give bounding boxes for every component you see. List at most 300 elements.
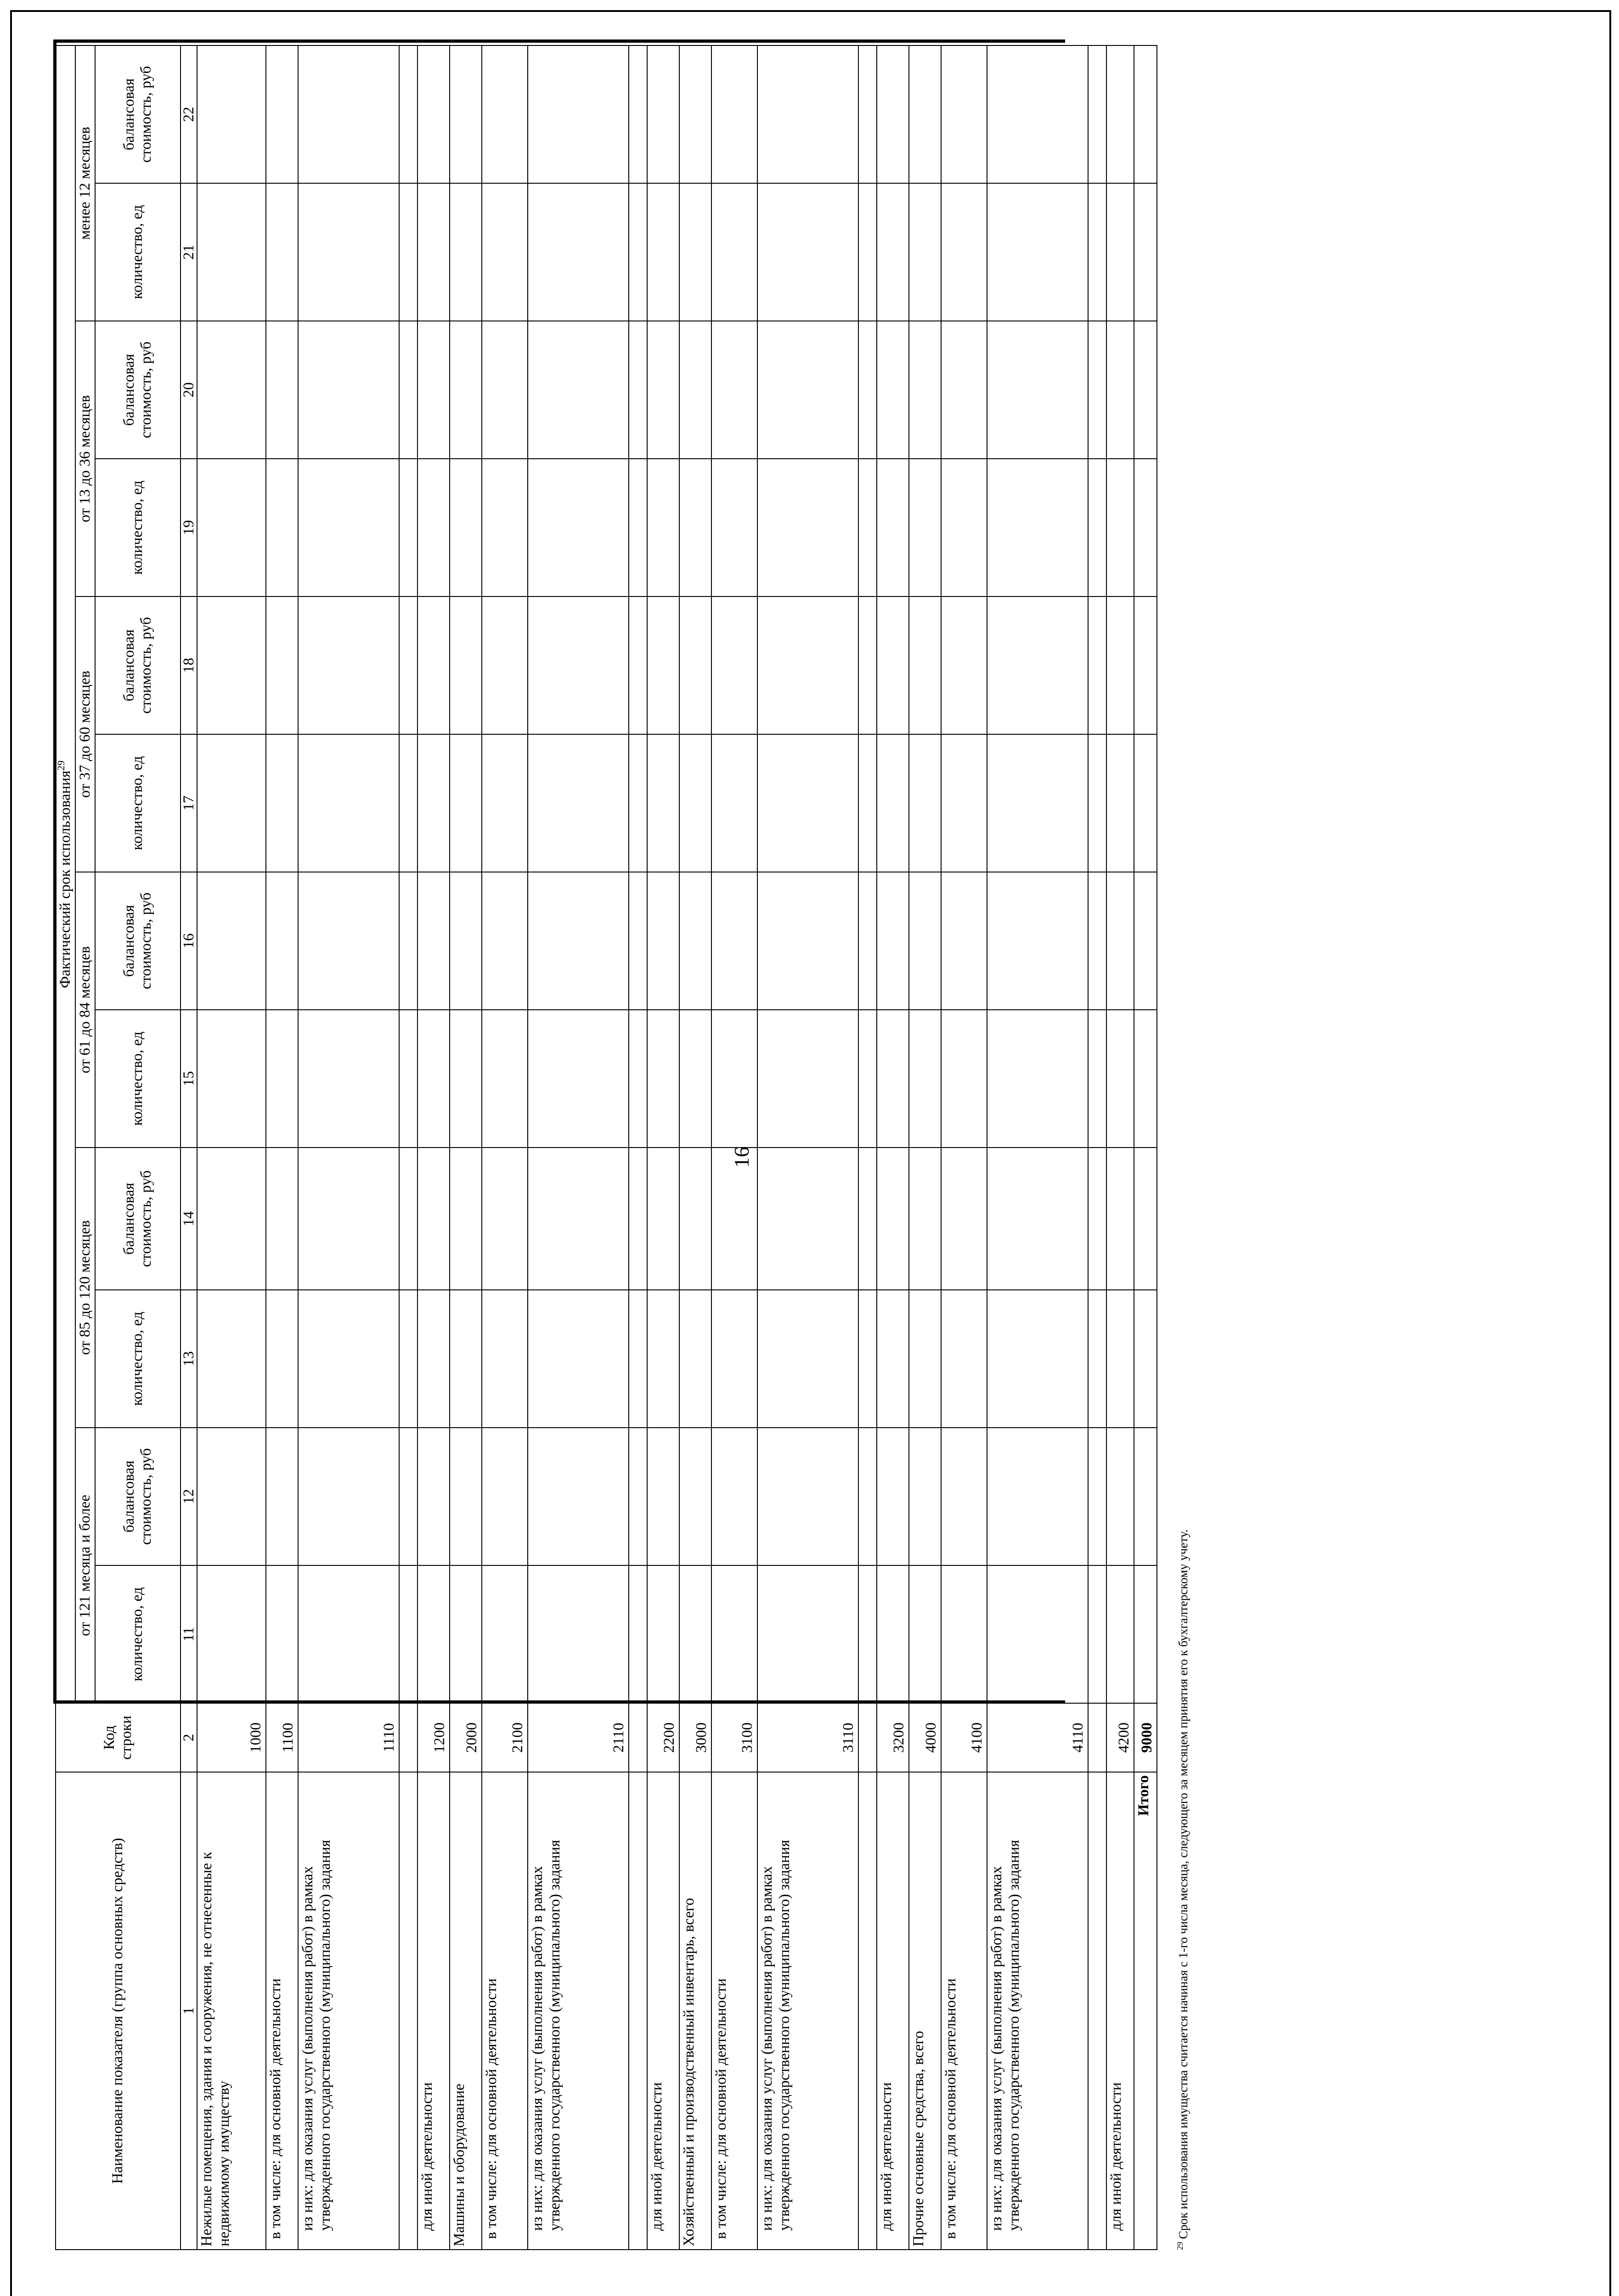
period-header: от 37 до 60 месяцев — [75, 597, 95, 872]
value-cell[interactable] — [450, 45, 482, 183]
value-cell[interactable] — [679, 1565, 711, 1703]
total-value-cell[interactable] — [1134, 872, 1157, 1010]
value-cell[interactable] — [1106, 1010, 1134, 1148]
row-code: 3100 — [711, 1703, 757, 1772]
value-cell[interactable] — [629, 1148, 647, 1290]
value-cell[interactable] — [647, 1148, 679, 1290]
value-cell[interactable] — [877, 1010, 909, 1148]
value-cell[interactable] — [1106, 734, 1134, 872]
value-cell[interactable] — [909, 1010, 941, 1148]
value-cell[interactable] — [909, 734, 941, 872]
table-row — [399, 45, 417, 2250]
value-cell[interactable] — [987, 1148, 1088, 1290]
table-row — [1088, 45, 1106, 2250]
value-cell[interactable] — [858, 183, 877, 321]
value-cell[interactable] — [1088, 459, 1106, 597]
value-cell[interactable] — [399, 459, 417, 597]
value-cell[interactable] — [647, 183, 679, 321]
table-row — [197, 45, 266, 2250]
value-cell[interactable] — [528, 1565, 629, 1703]
value-cell[interactable] — [877, 1290, 909, 1428]
value-cell[interactable] — [858, 1565, 877, 1703]
value-subheader: балансовая стоимость, руб — [95, 45, 181, 183]
value-cell[interactable] — [1106, 872, 1134, 1010]
period-header: от 61 до 84 месяцев — [75, 872, 95, 1148]
value-cell[interactable] — [711, 1428, 757, 1565]
value-cell[interactable] — [757, 45, 858, 183]
value-cell[interactable] — [941, 1428, 987, 1565]
value-cell[interactable] — [298, 321, 399, 459]
value-cell[interactable] — [266, 597, 298, 734]
value-cell[interactable] — [482, 183, 528, 321]
value-cell[interactable] — [450, 734, 482, 872]
value-cell[interactable] — [1106, 321, 1134, 459]
value-cell[interactable] — [298, 183, 399, 321]
value-cell[interactable] — [647, 1010, 679, 1148]
value-cell[interactable] — [711, 1010, 757, 1148]
value-cell[interactable] — [629, 459, 647, 597]
row-code: 3200 — [877, 1703, 909, 1772]
total-value-cell[interactable] — [1134, 597, 1157, 734]
row-name — [858, 1772, 877, 2250]
value-cell[interactable] — [987, 321, 1088, 459]
value-cell[interactable] — [877, 183, 909, 321]
value-cell[interactable] — [987, 45, 1088, 183]
value-cell[interactable] — [757, 734, 858, 872]
value-cell[interactable] — [941, 734, 987, 872]
row-code: 4110 — [987, 1703, 1088, 1772]
value-cell[interactable] — [528, 597, 629, 734]
row-name: в том числе: для основной деятельности — [266, 1772, 298, 2250]
value-cell[interactable] — [941, 321, 987, 459]
value-cell[interactable] — [679, 1428, 711, 1565]
value-cell[interactable] — [197, 597, 266, 734]
value-cell[interactable] — [629, 1010, 647, 1148]
value-cell[interactable] — [1088, 1148, 1106, 1290]
value-cell[interactable] — [197, 1565, 266, 1703]
total-value-cell[interactable] — [1134, 1148, 1157, 1290]
value-cell[interactable] — [877, 1565, 909, 1703]
value-cell[interactable] — [629, 321, 647, 459]
value-cell[interactable] — [266, 459, 298, 597]
value-cell[interactable] — [1088, 597, 1106, 734]
total-value-cell[interactable] — [1134, 1428, 1157, 1565]
value-cell[interactable] — [482, 1290, 528, 1428]
value-cell[interactable] — [629, 1565, 647, 1703]
table-row — [877, 45, 909, 2250]
value-cell[interactable] — [1106, 459, 1134, 597]
value-cell[interactable] — [1088, 1290, 1106, 1428]
value-cell[interactable] — [197, 1290, 266, 1428]
value-cell[interactable] — [647, 321, 679, 459]
value-cell[interactable] — [266, 1428, 298, 1565]
value-cell[interactable] — [197, 1428, 266, 1565]
value-cell[interactable] — [450, 459, 482, 597]
value-cell[interactable] — [858, 872, 877, 1010]
value-subheader: балансовая стоимость, руб — [95, 321, 181, 459]
value-cell[interactable] — [266, 1010, 298, 1148]
value-cell[interactable] — [679, 1290, 711, 1428]
value-cell[interactable] — [987, 459, 1088, 597]
total-value-cell[interactable] — [1134, 1565, 1157, 1703]
value-cell[interactable] — [941, 183, 987, 321]
value-cell[interactable] — [711, 459, 757, 597]
total-value-cell[interactable] — [1134, 183, 1157, 321]
value-cell[interactable] — [679, 459, 711, 597]
value-cell[interactable] — [482, 734, 528, 872]
value-cell[interactable] — [679, 1148, 711, 1290]
value-cell[interactable] — [858, 1290, 877, 1428]
value-cell[interactable] — [941, 872, 987, 1010]
value-cell[interactable] — [298, 1565, 399, 1703]
value-cell[interactable] — [679, 734, 711, 872]
value-cell[interactable] — [647, 1290, 679, 1428]
total-value-cell[interactable] — [1134, 1010, 1157, 1148]
value-cell[interactable] — [450, 872, 482, 1010]
value-cell[interactable] — [298, 1148, 399, 1290]
row-code — [858, 1703, 877, 1772]
value-cell[interactable] — [298, 1428, 399, 1565]
value-cell[interactable] — [528, 734, 629, 872]
total-value-cell[interactable] — [1134, 45, 1157, 183]
row-name: для иной деятельности — [647, 1772, 679, 2250]
value-cell[interactable] — [197, 1148, 266, 1290]
value-cell[interactable] — [399, 734, 417, 872]
value-cell[interactable] — [941, 1565, 987, 1703]
value-cell[interactable] — [647, 872, 679, 1010]
value-cell[interactable] — [450, 1010, 482, 1148]
value-cell[interactable] — [266, 321, 298, 459]
value-cell[interactable] — [711, 597, 757, 734]
value-cell[interactable] — [629, 872, 647, 1010]
value-cell[interactable] — [757, 597, 858, 734]
value-cell[interactable] — [858, 597, 877, 734]
value-cell[interactable] — [909, 1428, 941, 1565]
value-cell[interactable] — [941, 1290, 987, 1428]
total-code: 9000 — [1134, 1703, 1157, 1772]
qty-subheader: количество, ед — [95, 734, 181, 872]
value-cell[interactable] — [417, 45, 450, 183]
value-cell[interactable] — [629, 1290, 647, 1428]
row-code — [629, 1703, 647, 1772]
value-cell[interactable] — [629, 597, 647, 734]
value-cell[interactable] — [858, 1428, 877, 1565]
value-cell[interactable] — [482, 872, 528, 1010]
value-subheader: балансовая стоимость, руб — [95, 1148, 181, 1290]
value-cell[interactable] — [417, 1148, 450, 1290]
value-cell[interactable] — [197, 872, 266, 1010]
value-cell[interactable] — [1088, 45, 1106, 183]
total-row — [1134, 45, 1157, 2250]
value-cell[interactable] — [450, 597, 482, 734]
period-group-label: Фактический срок использования — [57, 771, 73, 988]
value-cell[interactable] — [909, 459, 941, 597]
rotated-form — [55, 46, 1249, 2250]
table-row — [941, 45, 987, 2250]
value-cell[interactable] — [679, 45, 711, 183]
value-cell[interactable] — [417, 1428, 450, 1565]
value-subheader: балансовая стоимость, руб — [95, 872, 181, 1010]
row-name: из них: для оказания услуг (выполнения работ) в рамках утвержденного государственного (муниципального) задания — [298, 1772, 399, 2250]
value-cell[interactable] — [298, 872, 399, 1010]
value-cell[interactable] — [197, 321, 266, 459]
value-cell[interactable] — [417, 597, 450, 734]
value-cell[interactable] — [757, 1290, 858, 1428]
value-cell[interactable] — [941, 1148, 987, 1290]
total-value-cell[interactable] — [1134, 734, 1157, 872]
value-cell[interactable] — [528, 183, 629, 321]
value-cell[interactable] — [941, 459, 987, 597]
value-cell[interactable] — [1106, 1290, 1134, 1428]
value-cell[interactable] — [941, 1010, 987, 1148]
value-cell[interactable] — [417, 321, 450, 459]
value-cell[interactable] — [399, 1428, 417, 1565]
value-cell[interactable] — [858, 1148, 877, 1290]
value-cell[interactable] — [909, 872, 941, 1010]
value-cell[interactable] — [711, 1290, 757, 1428]
value-cell[interactable] — [877, 321, 909, 459]
value-cell[interactable] — [858, 734, 877, 872]
value-cell[interactable] — [987, 597, 1088, 734]
value-cell[interactable] — [417, 1565, 450, 1703]
value-cell[interactable] — [1106, 183, 1134, 321]
value-cell[interactable] — [757, 1565, 858, 1703]
value-cell[interactable] — [909, 321, 941, 459]
value-cell[interactable] — [909, 597, 941, 734]
value-cell[interactable] — [197, 183, 266, 321]
total-value-cell[interactable] — [1134, 321, 1157, 459]
value-cell[interactable] — [266, 1290, 298, 1428]
value-cell[interactable] — [647, 1428, 679, 1565]
value-cell[interactable] — [647, 45, 679, 183]
value-cell[interactable] — [647, 734, 679, 872]
footnote — [1176, 46, 1190, 2250]
row-name — [1088, 1772, 1106, 2250]
value-cell[interactable] — [399, 1010, 417, 1148]
value-cell[interactable] — [417, 872, 450, 1010]
value-cell[interactable] — [528, 321, 629, 459]
value-cell[interactable] — [528, 459, 629, 597]
total-value-cell[interactable] — [1134, 1290, 1157, 1428]
value-cell[interactable] — [757, 183, 858, 321]
value-cell[interactable] — [757, 459, 858, 597]
value-cell[interactable] — [679, 597, 711, 734]
value-cell[interactable] — [711, 1148, 757, 1290]
value-cell[interactable] — [987, 1565, 1088, 1703]
value-cell[interactable] — [877, 1428, 909, 1565]
value-cell[interactable] — [941, 597, 987, 734]
value-cell[interactable] — [858, 1010, 877, 1148]
row-name: в том числе: для основной деятельности — [941, 1772, 987, 2250]
value-cell[interactable] — [629, 183, 647, 321]
qty-subheader: количество, ед — [95, 1290, 181, 1428]
value-cell[interactable] — [757, 1148, 858, 1290]
value-cell[interactable] — [1106, 1565, 1134, 1703]
value-cell[interactable] — [1088, 321, 1106, 459]
value-cell[interactable] — [1106, 45, 1134, 183]
value-cell[interactable] — [987, 1010, 1088, 1148]
value-cell[interactable] — [757, 321, 858, 459]
value-cell[interactable] — [757, 872, 858, 1010]
value-cell[interactable] — [450, 1290, 482, 1428]
value-cell[interactable] — [647, 1565, 679, 1703]
value-cell[interactable] — [482, 1428, 528, 1565]
value-cell[interactable] — [858, 459, 877, 597]
value-cell[interactable] — [399, 1148, 417, 1290]
value-cell[interactable] — [450, 1565, 482, 1703]
value-cell[interactable] — [450, 1428, 482, 1565]
value-cell[interactable] — [482, 321, 528, 459]
value-cell[interactable] — [417, 1010, 450, 1148]
value-cell[interactable] — [877, 1148, 909, 1290]
value-cell[interactable] — [298, 1290, 399, 1428]
value-cell[interactable] — [528, 45, 629, 183]
page-number: 16 — [730, 1147, 753, 1168]
value-cell[interactable] — [711, 872, 757, 1010]
row-name: для иной деятельности — [1106, 1772, 1134, 2250]
value-cell[interactable] — [711, 1565, 757, 1703]
value-cell[interactable] — [647, 597, 679, 734]
value-cell[interactable] — [877, 872, 909, 1010]
value-cell[interactable] — [417, 459, 450, 597]
value-cell[interactable] — [266, 1565, 298, 1703]
value-cell[interactable] — [858, 321, 877, 459]
value-cell[interactable] — [987, 734, 1088, 872]
value-cell[interactable] — [528, 1290, 629, 1428]
row-name: из них: для оказания услуг (выполнения работ) в рамках утвержденного государственного (муниципального) задания — [757, 1772, 858, 2250]
value-cell[interactable] — [1088, 734, 1106, 872]
value-cell[interactable] — [1106, 1428, 1134, 1565]
value-cell[interactable] — [757, 1010, 858, 1148]
row-name: в том числе: для основной деятельности — [482, 1772, 528, 2250]
value-cell[interactable] — [909, 45, 941, 183]
value-cell[interactable] — [197, 734, 266, 872]
value-cell[interactable] — [528, 1148, 629, 1290]
row-name: для иной деятельности — [877, 1772, 909, 2250]
value-cell[interactable] — [711, 321, 757, 459]
row-name — [629, 1772, 647, 2250]
value-cell[interactable] — [298, 597, 399, 734]
value-cell[interactable] — [399, 45, 417, 183]
value-cell[interactable] — [450, 321, 482, 459]
value-cell[interactable] — [417, 1290, 450, 1428]
value-cell[interactable] — [298, 45, 399, 183]
value-cell[interactable] — [399, 1565, 417, 1703]
value-cell[interactable] — [528, 1428, 629, 1565]
value-cell[interactable] — [629, 45, 647, 183]
value-cell[interactable] — [399, 321, 417, 459]
value-cell[interactable] — [679, 1010, 711, 1148]
value-cell[interactable] — [266, 872, 298, 1010]
value-cell[interactable] — [197, 45, 266, 183]
table-row — [450, 45, 482, 2250]
value-cell[interactable] — [1106, 597, 1134, 734]
value-cell[interactable] — [711, 183, 757, 321]
value-cell[interactable] — [909, 1565, 941, 1703]
value-cell[interactable] — [417, 734, 450, 872]
period-header: от 85 до 120 месяцев — [75, 1148, 95, 1428]
column-number: 12 — [181, 1428, 197, 1565]
value-cell[interactable] — [711, 45, 757, 183]
value-cell[interactable] — [629, 734, 647, 872]
value-cell[interactable] — [987, 183, 1088, 321]
value-cell[interactable] — [197, 1010, 266, 1148]
value-cell[interactable] — [528, 872, 629, 1010]
value-cell[interactable] — [679, 183, 711, 321]
value-cell[interactable] — [858, 45, 877, 183]
value-cell[interactable] — [266, 1148, 298, 1290]
value-cell[interactable] — [266, 183, 298, 321]
value-cell[interactable] — [197, 459, 266, 597]
row-code — [399, 1703, 417, 1772]
value-cell[interactable] — [482, 597, 528, 734]
value-cell[interactable] — [266, 45, 298, 183]
value-cell[interactable] — [399, 183, 417, 321]
header-code-cell: Код строки — [56, 1703, 181, 1772]
value-cell[interactable] — [909, 1148, 941, 1290]
value-cell[interactable] — [909, 1290, 941, 1428]
value-cell[interactable] — [987, 872, 1088, 1010]
value-cell[interactable] — [298, 1010, 399, 1148]
value-cell[interactable] — [1088, 1010, 1106, 1148]
row-code: 3110 — [757, 1703, 858, 1772]
value-cell[interactable] — [450, 1148, 482, 1290]
value-cell[interactable] — [482, 45, 528, 183]
value-cell[interactable] — [877, 45, 909, 183]
value-cell[interactable] — [528, 1010, 629, 1148]
value-cell[interactable] — [877, 597, 909, 734]
value-cell[interactable] — [1088, 1428, 1106, 1565]
value-cell[interactable] — [450, 183, 482, 321]
value-cell[interactable] — [482, 459, 528, 597]
value-cell[interactable] — [647, 459, 679, 597]
value-cell[interactable] — [399, 1290, 417, 1428]
header-period-group — [56, 45, 75, 1703]
value-cell[interactable] — [482, 1010, 528, 1148]
value-cell[interactable] — [987, 1428, 1088, 1565]
column-number: 11 — [181, 1565, 197, 1703]
value-cell[interactable] — [399, 872, 417, 1010]
value-cell[interactable] — [1088, 872, 1106, 1010]
row-name: Прочие основные средства, всего — [909, 1772, 941, 2250]
value-cell[interactable] — [877, 734, 909, 872]
total-value-cell[interactable] — [1134, 459, 1157, 597]
value-cell[interactable] — [909, 183, 941, 321]
qty-subheader: количество, ед — [95, 459, 181, 597]
value-cell[interactable] — [482, 1565, 528, 1703]
value-cell[interactable] — [679, 321, 711, 459]
value-cell[interactable] — [679, 872, 711, 1010]
value-cell[interactable] — [266, 734, 298, 872]
value-cell[interactable] — [298, 459, 399, 597]
row-code: 2200 — [647, 1703, 679, 1772]
value-cell[interactable] — [711, 734, 757, 872]
value-cell[interactable] — [1088, 183, 1106, 321]
value-cell[interactable] — [987, 1290, 1088, 1428]
period-header: от 13 до 36 месяцев — [75, 321, 95, 597]
value-cell[interactable] — [629, 1428, 647, 1565]
value-cell[interactable] — [417, 183, 450, 321]
qty-subheader: количество, ед — [95, 1565, 181, 1703]
value-cell[interactable] — [482, 1148, 528, 1290]
value-cell[interactable] — [877, 459, 909, 597]
value-cell[interactable] — [757, 1428, 858, 1565]
value-cell[interactable] — [399, 597, 417, 734]
value-cell[interactable] — [941, 45, 987, 183]
value-cell[interactable] — [1106, 1148, 1134, 1290]
value-cell[interactable] — [1088, 1565, 1106, 1703]
value-cell[interactable] — [298, 734, 399, 872]
